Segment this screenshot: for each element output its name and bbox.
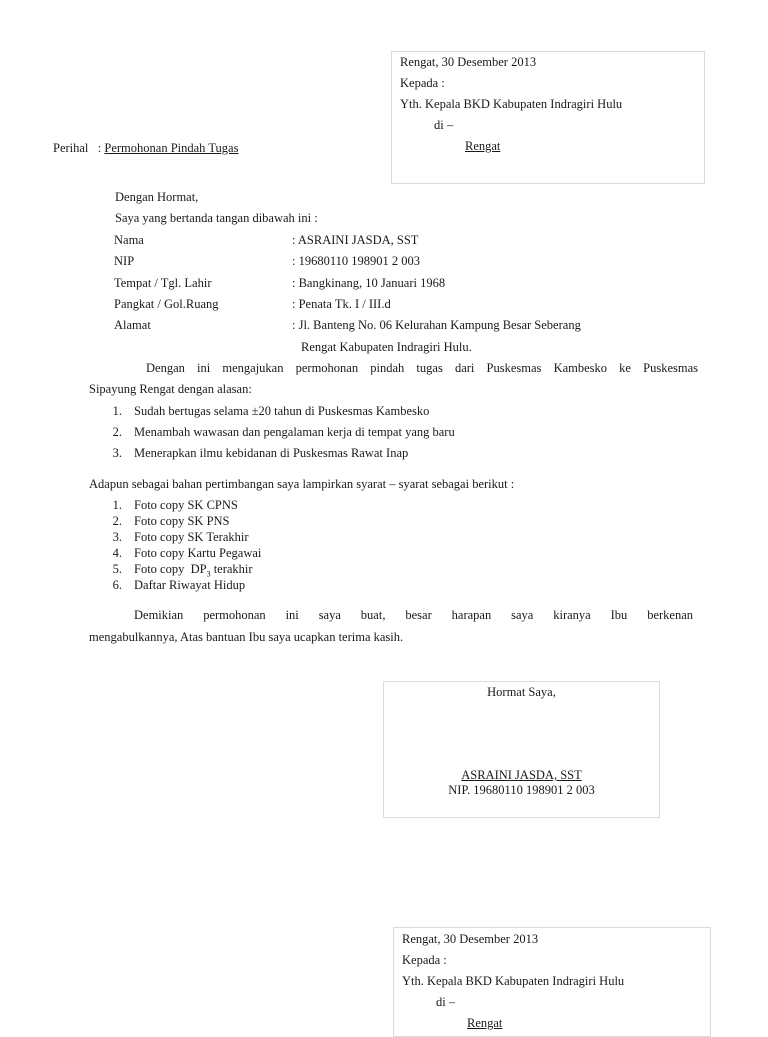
letter-date: Rengat, 30 Desember 2013 [402,932,539,946]
identity-label: Alamat [114,318,151,332]
recipient-yth: Yth. Kepala BKD Kabupaten Indragiri Hulu [400,97,623,111]
signature-box [383,681,660,818]
letter-date: Rengat, 30 Desember 2013 [400,55,537,69]
list-number: 2. [112,425,122,439]
request-line-2: Sipayung Rengat dengan alasan: [89,382,252,396]
closing-line-2: mengabulkannya, Atas bantuan Ibu saya ucapkan terima kasih. [89,630,404,644]
signature-name: ASRAINI JASDA, SST [461,768,582,782]
address-box-2 [393,927,711,1037]
list-number: 1. [112,498,122,512]
recipient-kepada: Kepada : [400,76,445,90]
identity-label: Nama [114,233,144,247]
recipient-kepada: Kepada : [402,953,447,967]
list-number: 2. [112,514,122,528]
list-number: 3. [112,530,122,544]
perihal-line [53,141,238,156]
list-number: 6. [112,578,122,592]
identity-value: : Jl. Banteng No. 06 Kelurahan Kampung Besar Seberang [292,318,581,332]
list-number: 3. [112,446,122,460]
list-text-subscript: 3 [206,569,211,579]
list-text: Sudah bertugas selama ±20 tahun di Puskesmas Kambesko [134,404,430,418]
list-text: Menambah wawasan dan pengalaman kerja di tempat yang baru [134,425,455,439]
list-text: Daftar Riwayat Hidup [134,578,246,592]
list-text-main: Foto copy DP [134,562,207,576]
closing-line-1: Demikian permohonan ini saya buat, besar harapan saya kiranya Ibu berkenan [134,608,693,622]
identity-value: : ASRAINI JASDA, SST [292,233,419,247]
list-number: 1. [112,404,122,418]
signature-nip: NIP. 19680110 198901 2 003 [448,783,595,797]
identity-value: : Penata Tk. I / III.d [292,297,391,311]
recipient-city: Rengat [465,139,501,153]
list-text [134,562,253,579]
identity-label: Pangkat / Gol.Ruang [114,297,219,311]
list-text-after: terakhir [210,562,253,576]
attachments-list [106,498,506,598]
attachments-intro: Adapun sebagai bahan pertimbangan saya lampirkan syarat – syarat sebagai berikut : [89,477,515,491]
recipient-di: di – [436,995,456,1009]
signature-name-wrap [384,768,659,783]
identity-value: : Bangkinang, 10 Januari 1968 [292,276,446,290]
list-text: Foto copy SK CPNS [134,498,238,512]
list-text: Menerapkan ilmu kebidanan di Puskesmas Rawat Inap [134,446,409,460]
perihal-value: Permohonan Pindah Tugas [104,141,239,155]
list-text: Foto copy SK PNS [134,514,230,528]
identity-value: : 19680110 198901 2 003 [292,254,421,268]
salutation: Dengan Hormat, [115,190,199,204]
list-number: 5. [112,562,122,576]
recipient-di: di – [434,118,454,132]
request-line-1: Dengan ini mengajukan permohonan pindah tugas dari Puskesmas Kambesko ke Puskesmas [146,361,698,375]
recipient-yth: Yth. Kepala BKD Kabupaten Indragiri Hulu [402,974,625,988]
list-text: Foto copy Kartu Pegawai [134,546,262,560]
identity-label: NIP [114,254,135,268]
perihal-label: Perihal : [53,141,105,155]
reasons-list [106,404,606,464]
list-number: 4. [112,546,122,560]
list-text: Foto copy SK Terakhir [134,530,249,544]
address-box [391,51,705,184]
intro-text: Saya yang bertanda tangan dibawah ini : [115,211,318,225]
recipient-city: Rengat [467,1016,503,1030]
signature-greeting: Hormat Saya, [487,685,556,699]
identity-label: Tempat / Tgl. Lahir [114,276,212,290]
alamat-line-2: Rengat Kabupaten Indragiri Hulu. [301,340,472,354]
